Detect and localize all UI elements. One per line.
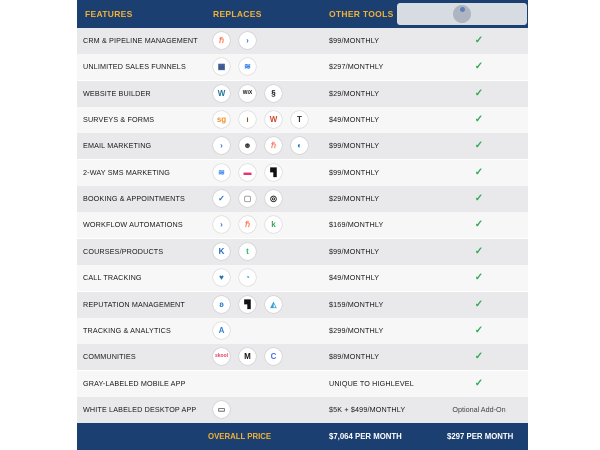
activecampaign-icon: › <box>239 32 256 49</box>
typeform-t-icon: T <box>291 111 308 128</box>
feature-label: 2-WAY SMS MARKETING <box>83 167 170 177</box>
table-footer <box>77 423 528 450</box>
textmagic-icon: ▬ <box>239 164 256 181</box>
leadpages-icon: ≋ <box>239 58 256 75</box>
table-row <box>77 239 528 265</box>
other-tools-price: $89/MONTHLY <box>329 352 380 362</box>
desktop-app-icon: ▭ <box>213 401 230 418</box>
feature-label: TRACKING & ANALYTICS <box>83 325 171 335</box>
surveygizmo-icon: sg <box>213 111 230 128</box>
toggle-dot-icon <box>460 7 465 12</box>
header-features: FEATURES <box>85 9 133 19</box>
other-tools-price: $99/MONTHLY <box>329 141 380 151</box>
wufoo-icon: W <box>265 111 282 128</box>
hubspot-icon: ℏ <box>213 32 230 49</box>
analytics-icon: A <box>213 322 230 339</box>
check-icon: ✓ <box>474 377 484 389</box>
activecampaign-icon: › <box>213 137 230 154</box>
table-row <box>77 186 528 212</box>
feature-label: GRAY-LABELED MOBILE APP <box>83 378 186 388</box>
check-icon: ✓ <box>474 351 484 363</box>
header-replaces: REPLACES <box>213 9 262 19</box>
other-tools-price: $299/MONTHLY <box>329 325 384 335</box>
podium-icon: ▜ <box>265 164 282 181</box>
other-tools-price: $169/MONTHLY <box>329 220 384 230</box>
hubspot-icon: ℏ <box>239 216 256 233</box>
check-icon: ✓ <box>474 114 484 126</box>
feature-label: SURVEYS & FORMS <box>83 115 155 125</box>
kajabi-icon: K <box>213 243 230 260</box>
circle-icon: C <box>265 348 282 365</box>
other-tools-price: $99/MONTHLY <box>329 246 380 256</box>
teachable-icon: t <box>239 243 256 260</box>
table-row <box>77 107 528 133</box>
table-row <box>77 265 528 291</box>
other-tools-price: $159/MONTHLY <box>329 299 384 309</box>
table-row <box>77 212 528 238</box>
feature-label: WEBSITE BUILDER <box>83 88 151 98</box>
table-header <box>77 0 528 28</box>
feature-label: WORKFLOW AUTOMATIONS <box>83 220 183 230</box>
header-other-tools: OTHER TOOLS <box>329 9 394 19</box>
table-row <box>77 318 528 344</box>
check-icon: ✓ <box>474 219 484 231</box>
keap-icon: k <box>265 216 282 233</box>
footer-other-total: $7,064 PER MONTH <box>329 432 402 441</box>
typeform-icon: ı <box>239 111 256 128</box>
feature-label: WHITE LABELED DESKTOP APP <box>83 404 197 414</box>
table-row <box>77 371 528 397</box>
other-tools-price: $29/MONTHLY <box>329 88 380 98</box>
check-icon: ✓ <box>474 140 484 152</box>
feature-label: CRM & PIPELINE MANAGEMENT <box>83 36 198 45</box>
other-tools-price: $49/MONTHLY <box>329 273 380 283</box>
calendly-icon: ✓ <box>213 190 230 207</box>
wix-icon: WiX <box>239 85 256 102</box>
table-row <box>77 292 528 318</box>
activecampaign-icon: › <box>213 216 230 233</box>
check-icon: ✓ <box>474 298 484 310</box>
check-icon: ✓ <box>474 35 484 46</box>
calltrackingmetrics-icon: ◔ <box>239 269 256 286</box>
other-tools-price: $99/MONTHLY <box>329 167 380 177</box>
footer-highlevel-total: $297 PER MONTH <box>447 432 514 441</box>
check-icon: ✓ <box>474 87 484 99</box>
mailchimp-icon: ☻ <box>239 137 256 154</box>
feature-label: COURSES/PRODUCTS <box>83 246 164 256</box>
footer-overall-price-label: OVERALL PRICE <box>208 432 272 441</box>
other-tools-price: $49/MONTHLY <box>329 115 380 125</box>
table-row <box>77 54 528 80</box>
feature-label: BOOKING & APPOINTMENTS <box>83 194 185 204</box>
table-row <box>77 28 528 54</box>
calendar-icon: ▢ <box>239 190 256 207</box>
twilio-stack-icon: ≋ <box>213 164 230 181</box>
optional-addon-label: Optional Add-On <box>452 404 506 414</box>
feature-label: REPUTATION MANAGEMENT <box>83 299 185 309</box>
check-icon: ✓ <box>474 324 484 336</box>
hubspot-icon: ℏ <box>265 137 282 154</box>
check-icon: ✓ <box>474 61 484 73</box>
check-icon: ✓ <box>474 166 484 178</box>
table-row <box>77 344 528 370</box>
other-tools-price: UNIQUE TO HIGHLEVEL <box>329 378 414 388</box>
other-tools-price: $99/MONTHLY <box>329 36 380 45</box>
acuity-icon: ◎ <box>265 190 282 207</box>
feature-label: COMMUNITIES <box>83 352 136 362</box>
squarespace-icon: § <box>265 85 282 102</box>
table-row <box>77 397 528 423</box>
mighty-networks-icon: M <box>239 348 256 365</box>
reputation-icon: ◭ <box>265 296 282 313</box>
other-tools-price: $29/MONTHLY <box>329 194 380 204</box>
comparison-table <box>77 0 528 450</box>
wordpress-icon: W <box>213 85 230 102</box>
skool-icon: skool <box>213 348 230 365</box>
podium-icon: ▜ <box>239 296 256 313</box>
feature-label: CALL TRACKING <box>83 273 142 283</box>
table-row <box>77 133 528 159</box>
table-row <box>77 81 528 107</box>
clickfunnels-icon: ▦ <box>213 58 230 75</box>
other-tools-price: $5K + $499/MONTHLY <box>329 404 406 414</box>
birdeye-icon: ʚ <box>213 296 230 313</box>
check-icon: ✓ <box>474 193 484 205</box>
constantcontact-icon: ◐ <box>291 137 308 154</box>
view-toggle[interactable] <box>397 3 527 25</box>
callrail-icon: ♥ <box>213 269 230 286</box>
other-tools-price: $297/MONTHLY <box>329 62 384 72</box>
feature-label: EMAIL MARKETING <box>83 141 152 151</box>
check-icon: ✓ <box>474 272 484 284</box>
check-icon: ✓ <box>474 245 484 257</box>
feature-label: UNLIMITED SALES FUNNELS <box>83 62 186 72</box>
table-row <box>77 160 528 186</box>
